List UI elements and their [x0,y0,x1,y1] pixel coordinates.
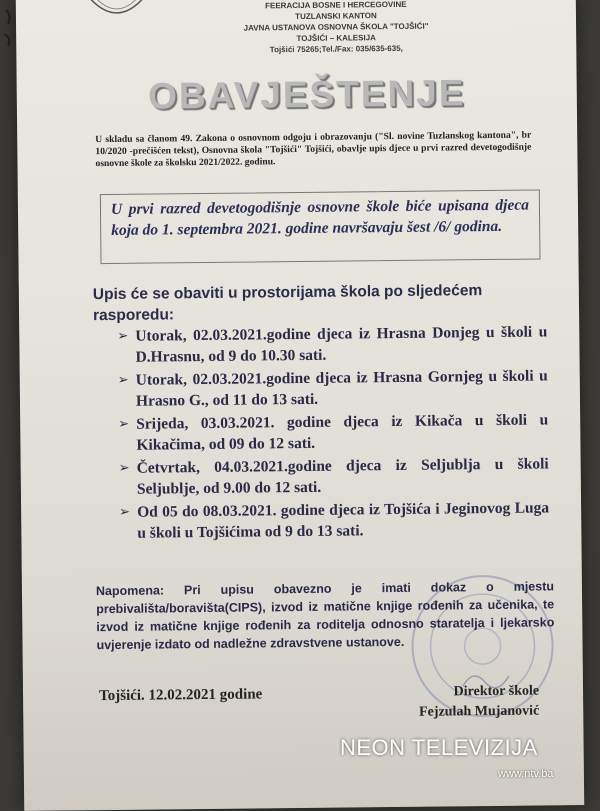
schedule-item-text: Srijeda, 03.03.2021. godine djeca iz Kikača u školi u Kikačima, od 09 do 12 sati. [136,411,549,454]
place-date: Tojšići. 12.02.2021 godine [98,686,263,705]
schedule-arrow-icon: ➢ [118,416,130,432]
signatory-role: Direktor škole [453,683,540,700]
schedule-arrow-icon: ➢ [119,504,131,520]
letterhead [156,0,517,56]
channel-url: www.ntv.ba [498,768,554,780]
signature-block [359,682,539,724]
schedule-item [118,409,548,456]
schedule-item-text: Utorak, 02.03.2021.godine djeca iz Hrasna Gornjeg u školi u Hrasno G., od 11 do 13 sati. [135,367,548,410]
schedule-item [119,453,549,500]
schedule-list [117,321,549,545]
schedule-arrow-icon: ➢ [117,328,129,344]
letterhead-line: JAVNA USTANOVA OSNOVNA ŠKOLA "TOJŠIĆI" [243,21,429,33]
schedule-arrow-icon: ➢ [117,372,129,388]
letterhead-line: Tojšići 75265;Tel./Fax: 035/635-635, [269,43,403,55]
school-logo-icon [86,0,148,24]
schedule-item [118,365,548,412]
notice-paper [16,0,584,811]
letterhead-line: TUZLANSKI KANTON [295,11,377,22]
highlight-box: U prvi razred devetogodišnje osnovne škole biće upisana djeca koja do 1. septembra 2021. godine navršavaju šest /6/ godina. [100,189,541,264]
edge-marks [0,0,24,80]
letterhead-line: TOJŠIĆI – KALESIJA [296,33,376,44]
note-paragraph: Napomena: Pri upisu obavezno je imati dokaz o mjestu prebivališta/boravišta(CIPS), izvod iz matične knjige rođenih za učenika, te izvod iz matične knjige rođenih za roditelja odnosno staratelja i ljekarsko uvjerenje izdato od nadležne zdravstvene ustanove. [95,579,555,653]
schedule-item-text: Utorak, 02.03.2021.godine djeca iz Hrasna Donjeg u školi u D.Hrasnu, od 9 do 10.30 sati. [135,323,548,366]
schedule-item [117,321,547,368]
letterhead-line: FEERACIJA BOSNE I HERCEGOVINE [265,0,407,11]
schedule-item-text: Od 05 do 08.03.2021. godine djeca iz Tojšića i Jeginovog Luga u školi u Tojšićima od 9 do 13 sati. [137,499,550,542]
schedule-arrow-icon: ➢ [118,460,130,476]
schedule-item [119,497,549,544]
document-title: OBAVJEŠTENJE [147,72,466,117]
schedule-heading: Upis će se obaviti u prostorijama škola po sljedećem rasporedu: [92,282,483,325]
signatory-name: Fejzulah Mujanović [419,703,540,720]
schedule-item-text: Četvrtak, 04.03.2021.godine djeca iz Seljublja u školi Seljublje, od 9.00 do 12 sati. [136,455,549,498]
channel-watermark: NEON TELEVIZIJA [340,735,538,760]
intro-paragraph: U skladu sa članom 49. Zakona o osnovnom odgoju i obrazovanju ("Sl. novine Tuzlanskog kantona", br 10/2020 -prečišćen tekst), Osnovna škola "Tojšići" Tojšići, obavlje upis djece u prvi razred devetogodišnje osnovne škole za školsku 2021/2022. godinu. [95,129,532,170]
